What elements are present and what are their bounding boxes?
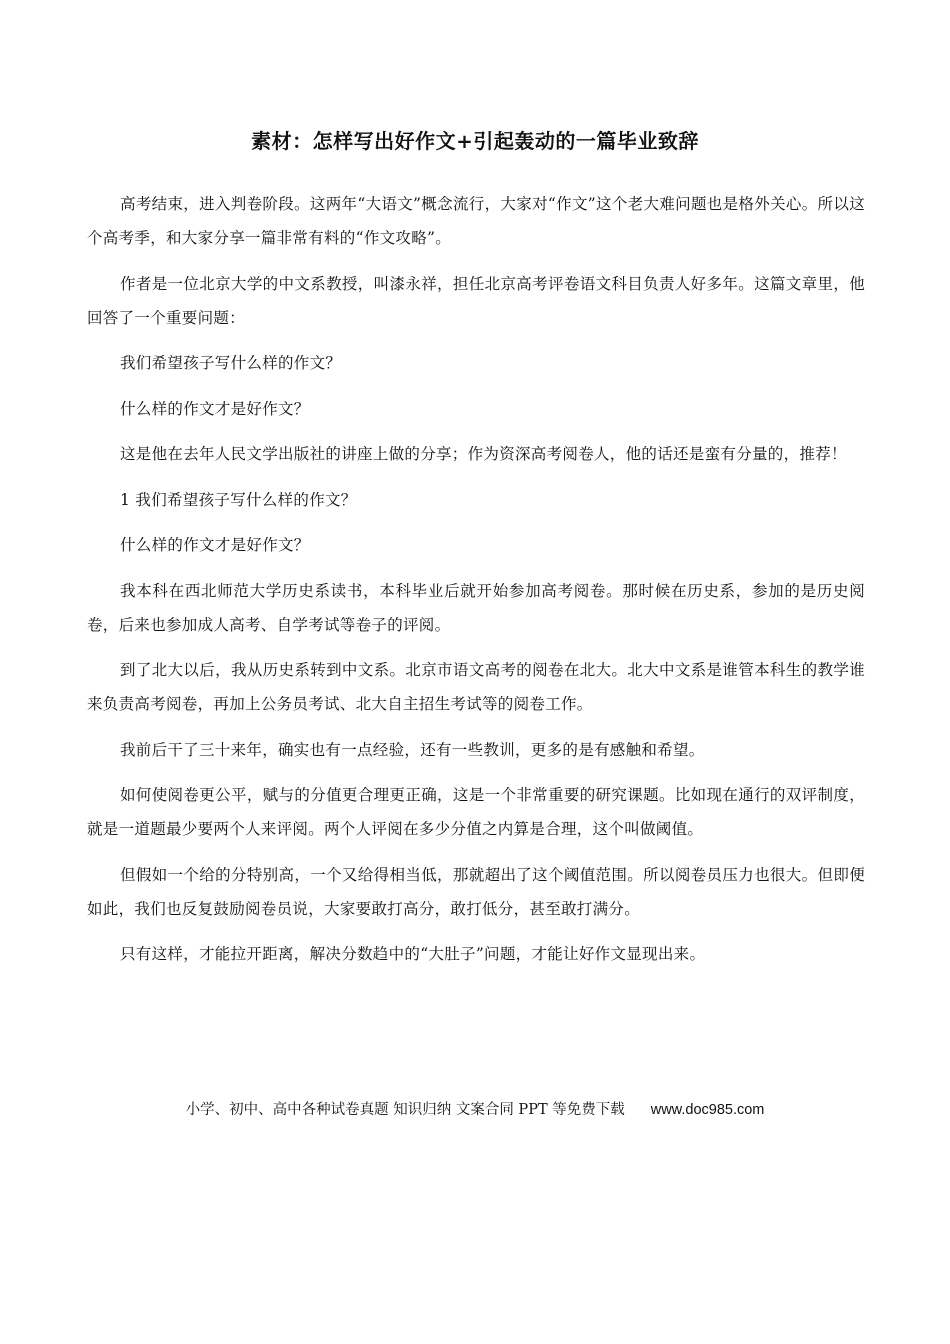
paragraph: 但假如一个给的分特别高，一个又给得相当低，那就超出了这个阈值范围。所以阅卷员压力也很大。但即便如此，我们也反复鼓励阅卷员说，大家要敢打高分，敢打低分，甚至敢打满分。 [87, 865, 865, 918]
paragraph: 作者是一位北京大学的中文系教授，叫漆永祥，担任北京高考评卷语文科目负责人好多年。这篇文章里，他回答了一个重要问题： [87, 274, 865, 327]
paragraph: 只有这样，才能拉开距离，解决分数趋中的“大肚子”问题，才能让好作文显现出来。 [120, 945, 706, 963]
paragraph: 什么样的作文才是好作文？ [120, 399, 310, 418]
paragraph: 到了北大以后，我从历史系转到中文系。北京市语文高考的阅卷在北大。北大中文系是谁管本科生的教学谁来负责高考阅卷，再加上公务员考试、北大自主招生考试等的阅卷工作。 [87, 661, 865, 713]
paragraph: 高考结束，进入判卷阶段。这两年“大语文”概念流行，大家对“作文”这个老大难问题也是格外关心。所以这个高考季，和大家分享一篇非常有料的“作文攻略”。 [87, 195, 865, 247]
paragraph: 我前后干了三十来年，确实也有一点经验，还有一些教训，更多的是有感触和希望。 [120, 740, 705, 759]
document-body [87, 187, 865, 983]
paragraph: 我们希望孩子写什么样的作文？ [120, 354, 342, 372]
paragraph: 什么样的作文才是好作文？ [120, 536, 310, 554]
footer-url: www.doc985.com [650, 1102, 765, 1118]
document-title: 素材：怎样写出好作文+引起轰动的一篇毕业致辞 [251, 129, 699, 153]
paragraph: 这是他在去年人民文学出版社的讲座上做的分享；作为资深高考阅卷人，他的话还是蛮有分量的，推荐！ [120, 445, 847, 463]
section-heading: 1 我们希望孩子写什么样的作文？ [120, 490, 357, 509]
page-footer [0, 1098, 950, 1122]
paragraph: 如何使阅卷更公平，赋与的分值更合理更正确，这是一个非常重要的研究课题。比如现在通行的双评制度，就是一道题最少要两个人来评阅。两个人评阅在多少分值之内算是合理，这个叫做阈值。 [87, 786, 865, 838]
footer-text: 小学、初中、高中各种试卷真题 知识归纳 文案合同 PPT 等免费下载 [185, 1102, 625, 1118]
paragraph: 我本科在西北师范大学历史系读书，本科毕业后就开始参加高考阅卷。那时候在历史系，参加的是历史阅卷，后来也参加成人高考、自学考试等卷子的评阅。 [87, 581, 865, 634]
